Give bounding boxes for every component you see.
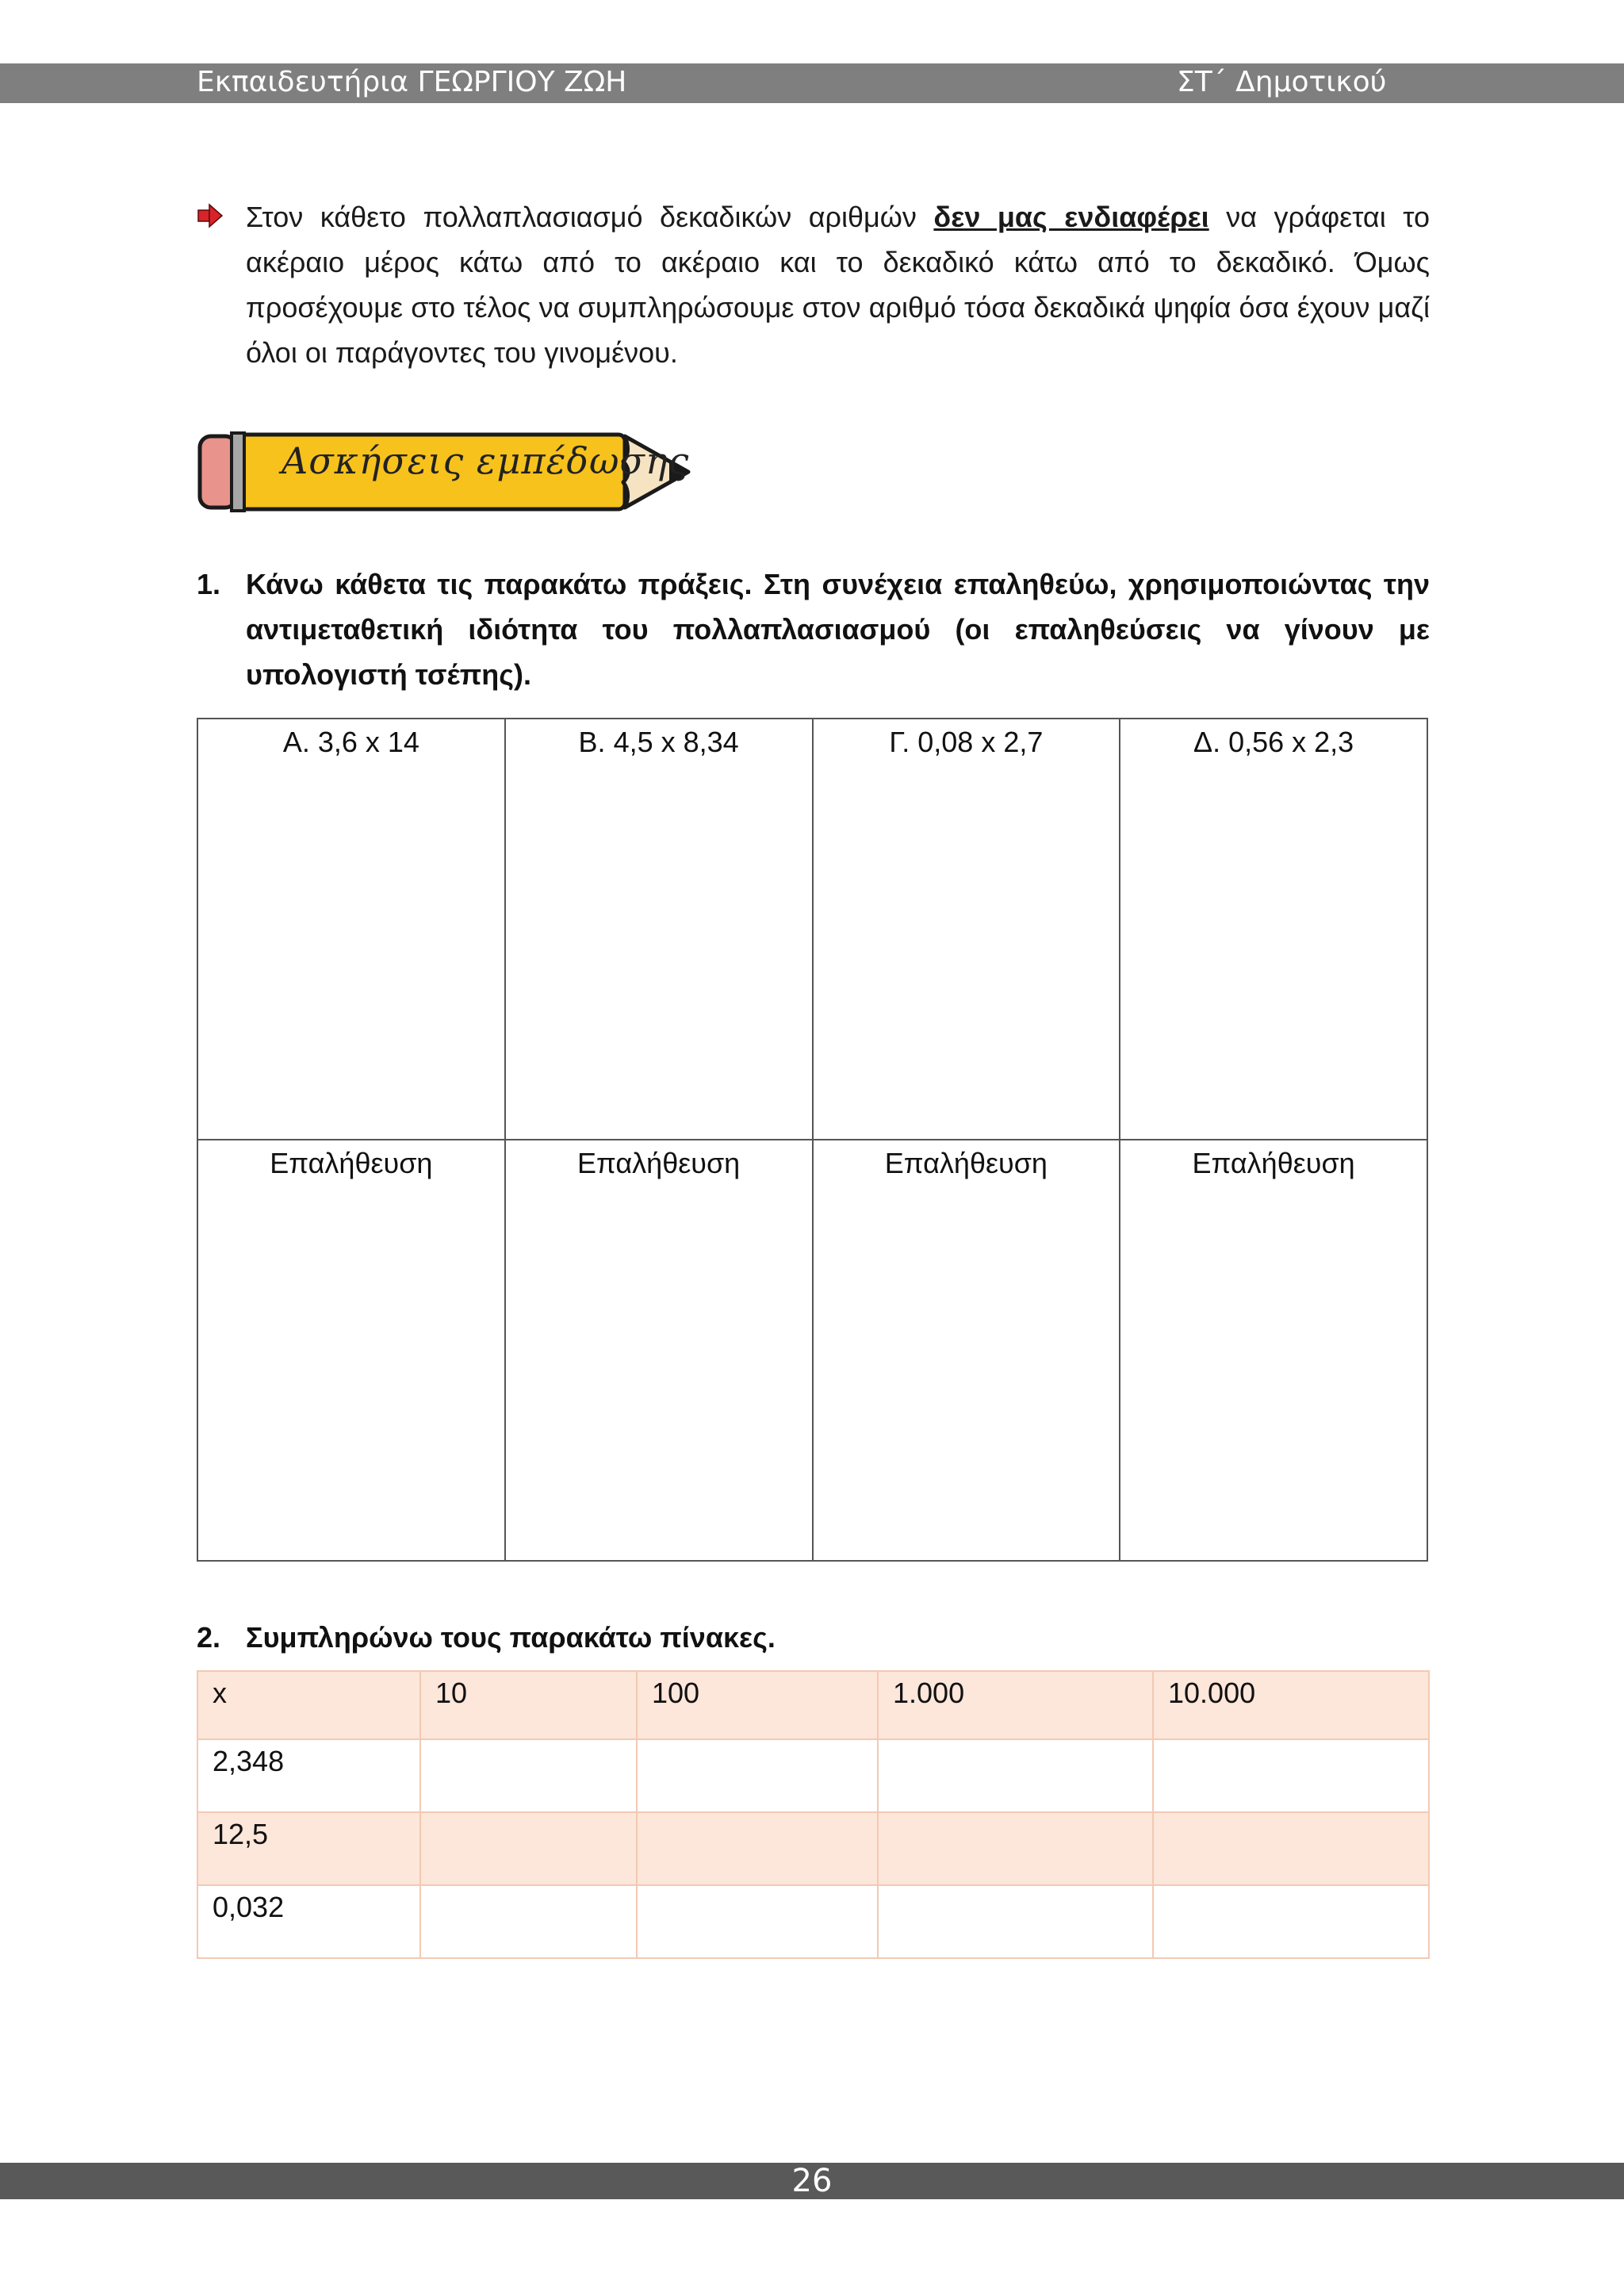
answer-cell[interactable]: [420, 1739, 637, 1812]
school-name: Εκπαιδευτήρια ΓΕΩΡΓΙΟΥ ΖΩΗ: [197, 66, 627, 98]
grade-label: ΣΤ΄ Δημοτικού: [1177, 66, 1387, 98]
answer-cell[interactable]: [878, 1812, 1153, 1885]
answer-cell[interactable]: [878, 1739, 1153, 1812]
note-text-after: να γράφεται το ακέραιο μέρος κάτω από το ακέραιο και το δεκαδικό κάτω από το δεκαδικό. Όμως προσέχουμε στο τέλος να συμπληρώσουμε στον αριθμό τόσα δεκαδικά ψηφία όσα έχουν μαζί όλοι οι παράγοντες του γινομένου.: [246, 201, 1430, 369]
row-label-cell: 0,032: [197, 1885, 420, 1958]
verification-cell[interactable]: Επαλήθευση: [813, 1140, 1120, 1561]
note-emphasis: δεν μας ενδιαφέρει: [933, 201, 1209, 233]
exercise-2-number: 2.: [197, 1621, 221, 1654]
exercise-1-instruction: [197, 562, 1430, 697]
problem-cell[interactable]: Α. 3,6 x 14: [197, 719, 505, 1140]
problem-cell[interactable]: Δ. 0,56 x 2,3: [1120, 719, 1427, 1140]
exercise-1-number: 1.: [197, 568, 221, 600]
problem-cell[interactable]: Β. 4,5 x 8,34: [505, 719, 813, 1140]
table-row: [197, 1739, 1429, 1812]
verification-cell[interactable]: Επαλήθευση: [197, 1140, 505, 1561]
page-header: [0, 63, 1624, 103]
note-text-before: Στον κάθετο πολλαπλασιασμό δεκαδικών αριθμών: [246, 201, 934, 233]
exercise-1-grid: [197, 718, 1428, 1562]
answer-cell[interactable]: [878, 1885, 1153, 1958]
problem-cell[interactable]: Γ. 0,08 x 2,7: [813, 719, 1120, 1140]
table-row: [197, 1885, 1429, 1958]
rule-note: [197, 194, 1430, 375]
page-number: 26: [791, 2163, 833, 2199]
row-label-cell: 2,348: [197, 1739, 420, 1812]
arrow-bullet-icon: [197, 202, 224, 229]
rule-note-text: [246, 194, 1430, 375]
verification-cell[interactable]: Επαλήθευση: [505, 1140, 813, 1561]
table-header-cell: 1.000: [878, 1671, 1153, 1739]
answer-cell[interactable]: [420, 1885, 637, 1958]
table-header-cell: 10: [420, 1671, 637, 1739]
table-header-cell: 100: [637, 1671, 878, 1739]
answer-cell[interactable]: [1153, 1739, 1429, 1812]
answer-cell[interactable]: [637, 1812, 878, 1885]
answer-cell[interactable]: [1153, 1812, 1429, 1885]
exercise-1-text: Κάνω κάθετα τις παρακάτω πράξεις. Στη συνέχεια επαληθεύω, χρησιμοποιώντας την αντιμεταθετική ιδιότητα του πολλαπλασιασμού (οι επαληθεύσεις να γίνουν με υπολογιστή τσέπης).: [246, 568, 1430, 691]
page-footer: [0, 2163, 1624, 2199]
answer-cell[interactable]: [420, 1812, 637, 1885]
exercise-2-instruction: [197, 1615, 1430, 1660]
answer-cell[interactable]: [637, 1739, 878, 1812]
table-header-cell: 10.000: [1153, 1671, 1429, 1739]
answer-cell[interactable]: [1153, 1885, 1429, 1958]
table-row: [197, 1812, 1429, 1885]
verification-cell[interactable]: Επαλήθευση: [1120, 1140, 1427, 1561]
table-header-cell: x: [197, 1671, 420, 1739]
table-header-row: [197, 1671, 1429, 1739]
banner-label: Ασκήσεις εμπέδωσης: [282, 439, 690, 482]
row-label-cell: 12,5: [197, 1812, 420, 1885]
answer-cell[interactable]: [637, 1885, 878, 1958]
exercise-2-table: [197, 1670, 1430, 1959]
exercise-2-text: Συμπληρώνω τους παρακάτω πίνακες.: [246, 1621, 776, 1654]
